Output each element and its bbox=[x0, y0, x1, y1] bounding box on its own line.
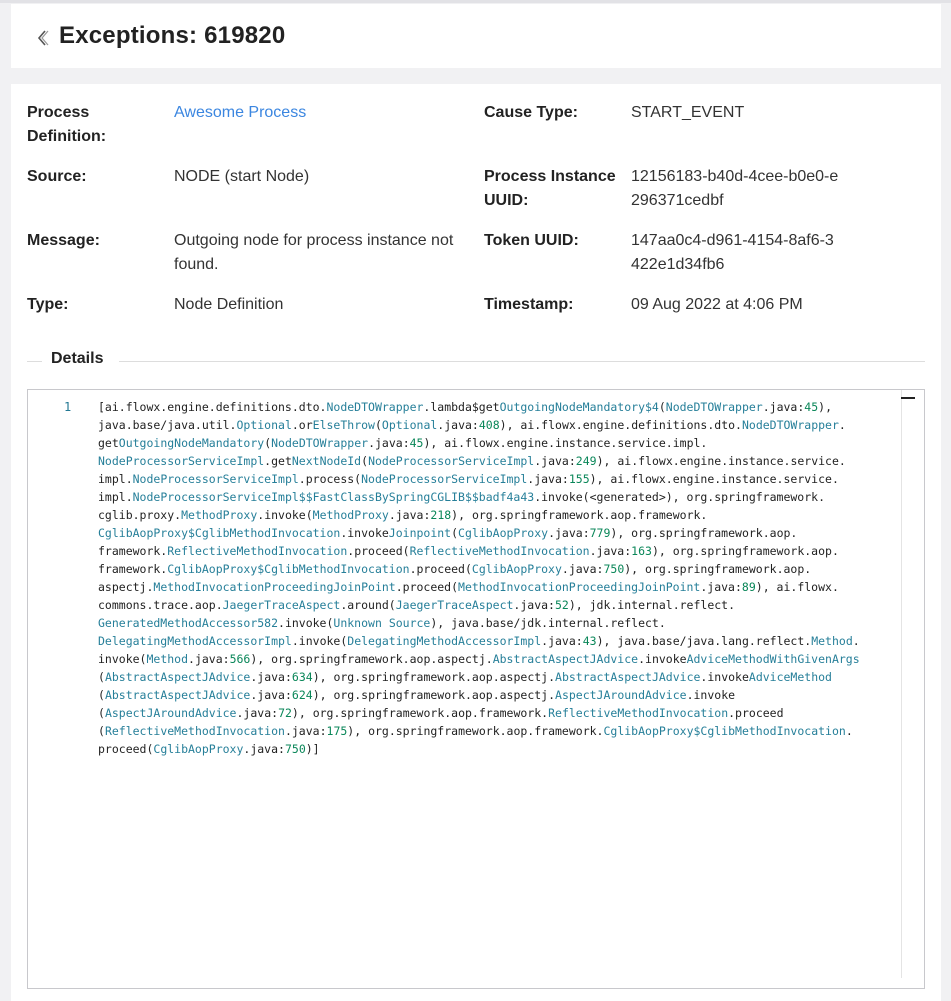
code-line: CglibAopProxy$CglibMethodInvocation.invokeJoinpoint(CglibAopProxy.java:779), org.springframework.aop. bbox=[98, 526, 798, 540]
exception-details-card bbox=[11, 84, 941, 1001]
cause-type-value: START_EVENT bbox=[631, 104, 745, 121]
code-line: (AbstractAspectJAdvice.java:634), org.springframework.aop.aspectj.AbstractAspectJAdvice.invokeAdviceMethod bbox=[98, 670, 832, 684]
code-line: invoke(Method.java:566), org.springframework.aop.aspectj.AbstractAspectJAdvice.invokeAdviceMethodWithGivenArgs bbox=[98, 652, 860, 666]
code-line: NodeProcessorServiceImpl.getNextNodeId(NodeProcessorServiceImpl.java:249), ai.flowx.engine.instance.service. bbox=[98, 454, 846, 468]
code-line: framework.ReflectiveMethodInvocation.proceed(ReflectiveMethodInvocation.java:163), org.springframework.aop. bbox=[98, 544, 839, 558]
token-uuid-value: 147aa0c4-d961-4154-8af6-3422e1d34fb6 bbox=[631, 232, 834, 273]
details-section-header bbox=[27, 348, 925, 372]
code-line: (AspectJAroundAdvice.java:72), org.springframework.aop.framework.ReflectiveMethodInvocation.proceed bbox=[98, 706, 784, 720]
token-uuid-label: Token UUID: bbox=[484, 232, 579, 249]
page-title: Exceptions: 619820 bbox=[59, 22, 286, 49]
type-label: Type: bbox=[27, 296, 69, 313]
editor-overview-ruler-mark bbox=[901, 397, 915, 399]
message-label: Message: bbox=[27, 232, 100, 249]
code-line: impl.NodeProcessorServiceImpl$$FastClassBySpringCGLIB$$badf4a43.invoke(<generated>), org.springframework. bbox=[98, 490, 825, 504]
divider bbox=[27, 361, 42, 362]
code-line: DelegatingMethodAccessorImpl.invoke(DelegatingMethodAccessorImpl.java:43), java.base/java.lang.reflect.Method. bbox=[98, 634, 860, 648]
editor-scrollbar[interactable] bbox=[901, 390, 902, 978]
message-value: Outgoing node for process instance not found. bbox=[174, 232, 454, 273]
timestamp-value: 09 Aug 2022 at 4:06 PM bbox=[631, 296, 803, 313]
process-instance-uuid-value: 12156183-b40d-4cee-b0e0-e296371cedbf bbox=[631, 168, 839, 209]
code-line: commons.trace.aop.JaegerTraceAspect.around(JaegerTraceAspect.java:52), jdk.internal.reflect. bbox=[98, 598, 736, 612]
code-line: cglib.proxy.MethodProxy.invoke(MethodProxy.java:218), org.springframework.aop.framework. bbox=[98, 508, 708, 522]
process-instance-uuid-label: Process Instance UUID: bbox=[484, 168, 616, 209]
cause-type-label: Cause Type: bbox=[484, 104, 578, 121]
page-header bbox=[11, 4, 941, 68]
line-number: 1 bbox=[64, 400, 72, 414]
code-line: GeneratedMethodAccessor582.invoke(Unknown Source), java.base/jdk.internal.reflect. bbox=[98, 616, 666, 630]
code-line: framework.CglibAopProxy$CglibMethodInvocation.proceed(CglibAopProxy.java:750), org.springframework.aop. bbox=[98, 562, 812, 576]
code-line: (AbstractAspectJAdvice.java:624), org.springframework.aop.aspectj.AspectJAroundAdvice.invoke bbox=[98, 688, 736, 702]
process-definition-link[interactable]: Awesome Process bbox=[174, 104, 307, 121]
code-line: getOutgoingNodeMandatory(NodeDTOWrapper.java:45), ai.flowx.engine.instance.service.impl. bbox=[98, 436, 708, 450]
code-line: aspectj.MethodInvocationProceedingJoinPoint.proceed(MethodInvocationProceedingJoinPoint.java:89), ai.flowx. bbox=[98, 580, 839, 594]
top-divider bbox=[0, 0, 951, 3]
code-line: (ReflectiveMethodInvocation.java:175), org.springframework.aop.framework.CglibAopProxy$CglibMethodInvocation. bbox=[98, 724, 853, 738]
code-line: java.base/java.util.Optional.orElseThrow(Optional.java:408), ai.flowx.engine.definitions.dto.NodeDTOWrapper. bbox=[98, 418, 846, 432]
stack-trace-editor[interactable] bbox=[27, 389, 925, 989]
stack-trace-code[interactable] bbox=[98, 398, 898, 758]
type-value: Node Definition bbox=[174, 296, 284, 313]
code-line: impl.NodeProcessorServiceImpl.process(NodeProcessorServiceImpl.java:155), ai.flowx.engine.instance.service. bbox=[98, 472, 839, 486]
timestamp-label: Timestamp: bbox=[484, 296, 574, 313]
chevron-left-icon[interactable] bbox=[35, 26, 51, 50]
code-line: [ai.flowx.engine.definitions.dto.NodeDTOWrapper.lambda$getOutgoingNodeMandatory$4(NodeDTOWrapper.java:45), bbox=[98, 400, 832, 414]
code-line: proceed(CglibAopProxy.java:750)] bbox=[98, 742, 320, 756]
process-definition-label: Process Definition: bbox=[27, 104, 107, 145]
source-label: Source: bbox=[27, 168, 87, 185]
source-value: NODE (start Node) bbox=[174, 168, 310, 185]
divider bbox=[119, 361, 925, 362]
details-title: Details bbox=[51, 350, 104, 367]
